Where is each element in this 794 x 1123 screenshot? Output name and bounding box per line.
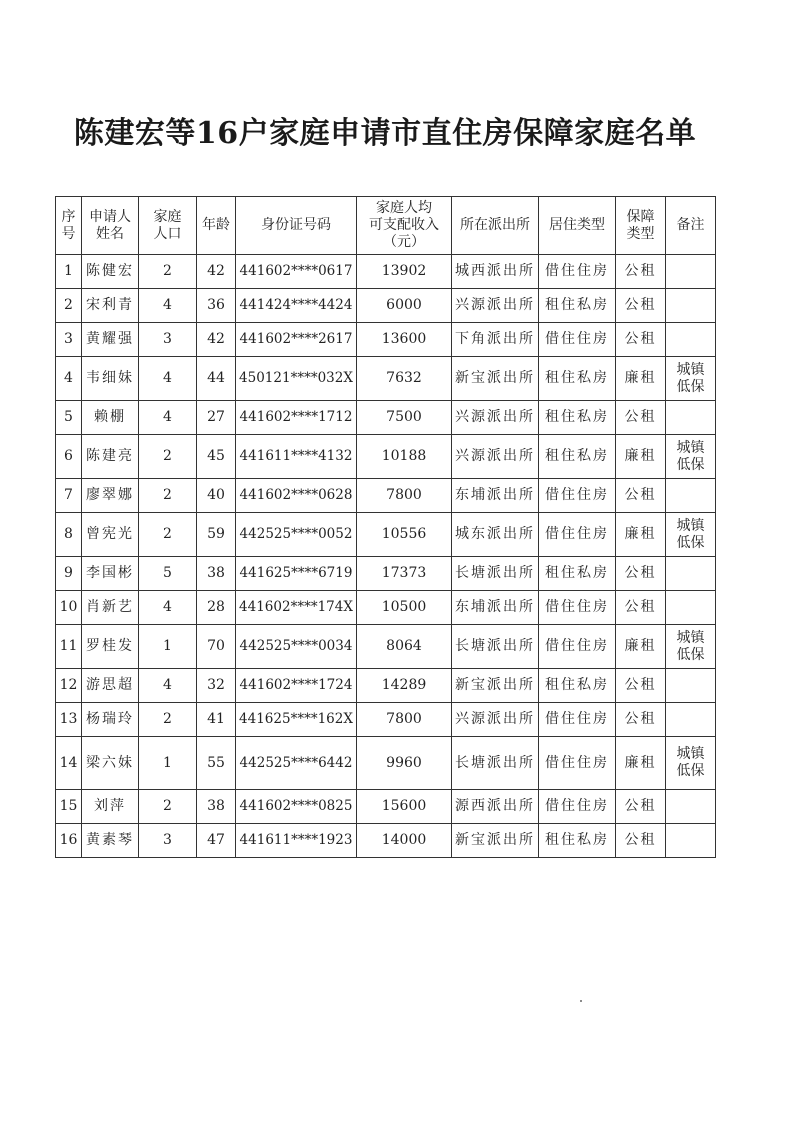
cell-income: 7632 — [357, 357, 452, 401]
cell-note — [666, 289, 716, 323]
table-row — [56, 703, 716, 737]
table-row — [56, 737, 716, 790]
cell-house: 借住住房 — [539, 703, 616, 737]
cell-house: 租住私房 — [539, 357, 616, 401]
cell-name: 肖新艺 — [82, 591, 139, 625]
cell-id: 441602****1712 — [236, 401, 357, 435]
cell-house: 租住私房 — [539, 557, 616, 591]
cell-age: 41 — [197, 703, 236, 737]
cell-house: 租住私房 — [539, 289, 616, 323]
cell-id: 441602****1724 — [236, 669, 357, 703]
cell-pop: 2 — [139, 703, 197, 737]
cell-no: 9 — [56, 557, 82, 591]
table-row — [56, 323, 716, 357]
cell-station: 新宝派出所 — [452, 357, 539, 401]
table-row — [56, 790, 716, 824]
cell-house: 借住住房 — [539, 323, 616, 357]
cell-age: 32 — [197, 669, 236, 703]
cell-type: 廉租 — [616, 625, 666, 669]
cell-name: 曾宪光 — [82, 513, 139, 557]
cell-income: 15600 — [357, 790, 452, 824]
applicant-table — [55, 196, 716, 858]
cell-pop: 4 — [139, 401, 197, 435]
cell-no: 8 — [56, 513, 82, 557]
table-row — [56, 435, 716, 479]
cell-station: 新宝派出所 — [452, 824, 539, 858]
cell-pop: 4 — [139, 591, 197, 625]
cell-income: 6000 — [357, 289, 452, 323]
cell-pop: 1 — [139, 625, 197, 669]
table-row — [56, 289, 716, 323]
cell-name: 黄耀强 — [82, 323, 139, 357]
cell-no: 2 — [56, 289, 82, 323]
cell-income: 7500 — [357, 401, 452, 435]
cell-type: 公租 — [616, 669, 666, 703]
cell-name: 黄素琴 — [82, 824, 139, 858]
cell-id: 442525****6442 — [236, 737, 357, 790]
table-row — [56, 557, 716, 591]
cell-station: 城东派出所 — [452, 513, 539, 557]
table-row — [56, 401, 716, 435]
cell-house: 借住住房 — [539, 737, 616, 790]
cell-pop: 2 — [139, 790, 197, 824]
scan-speck — [580, 1000, 582, 1002]
cell-note — [666, 824, 716, 858]
cell-type: 公租 — [616, 557, 666, 591]
cell-id: 441602****0628 — [236, 479, 357, 513]
cell-station: 兴源派出所 — [452, 703, 539, 737]
cell-age: 36 — [197, 289, 236, 323]
cell-name: 宋利青 — [82, 289, 139, 323]
cell-no: 11 — [56, 625, 82, 669]
cell-house: 借住住房 — [539, 790, 616, 824]
cell-note: 城镇 低保 — [666, 357, 716, 401]
table-row — [56, 255, 716, 289]
cell-income: 17373 — [357, 557, 452, 591]
cell-name: 赖棚 — [82, 401, 139, 435]
table-row — [56, 824, 716, 858]
cell-station: 东埔派出所 — [452, 591, 539, 625]
cell-note — [666, 479, 716, 513]
cell-note: 城镇 低保 — [666, 625, 716, 669]
cell-station: 兴源派出所 — [452, 401, 539, 435]
cell-name: 杨瑞玲 — [82, 703, 139, 737]
cell-house: 借住住房 — [539, 255, 616, 289]
cell-id: 441611****4132 — [236, 435, 357, 479]
cell-income: 7800 — [357, 703, 452, 737]
cell-age: 55 — [197, 737, 236, 790]
cell-type: 公租 — [616, 790, 666, 824]
cell-income: 9960 — [357, 737, 452, 790]
cell-type: 公租 — [616, 479, 666, 513]
cell-station: 长塘派出所 — [452, 737, 539, 790]
cell-type: 公租 — [616, 289, 666, 323]
cell-no: 13 — [56, 703, 82, 737]
cell-no: 15 — [56, 790, 82, 824]
cell-note — [666, 323, 716, 357]
cell-income: 13600 — [357, 323, 452, 357]
cell-type: 廉租 — [616, 435, 666, 479]
cell-house: 借住住房 — [539, 591, 616, 625]
cell-pop: 3 — [139, 824, 197, 858]
cell-station: 东埔派出所 — [452, 479, 539, 513]
cell-station: 长塘派出所 — [452, 625, 539, 669]
cell-age: 28 — [197, 591, 236, 625]
cell-no: 6 — [56, 435, 82, 479]
cell-no: 1 — [56, 255, 82, 289]
cell-name: 李国彬 — [82, 557, 139, 591]
cell-name: 刘萍 — [82, 790, 139, 824]
cell-type: 廉租 — [616, 357, 666, 401]
cell-note — [666, 703, 716, 737]
cell-station: 长塘派出所 — [452, 557, 539, 591]
table-row — [56, 669, 716, 703]
table-row — [56, 513, 716, 557]
cell-type: 公租 — [616, 824, 666, 858]
cell-type: 公租 — [616, 401, 666, 435]
cell-id: 442525****0034 — [236, 625, 357, 669]
cell-type: 公租 — [616, 591, 666, 625]
cell-no: 12 — [56, 669, 82, 703]
cell-pop: 2 — [139, 255, 197, 289]
cell-note — [666, 557, 716, 591]
header-col-housing-type: 居住类型 — [539, 197, 616, 255]
cell-age: 38 — [197, 790, 236, 824]
cell-no: 5 — [56, 401, 82, 435]
cell-name: 陈建亮 — [82, 435, 139, 479]
cell-income: 7800 — [357, 479, 452, 513]
cell-pop: 4 — [139, 669, 197, 703]
header-col-name: 申请人 姓名 — [82, 197, 139, 255]
cell-type: 公租 — [616, 323, 666, 357]
cell-id: 441625****162X — [236, 703, 357, 737]
cell-age: 59 — [197, 513, 236, 557]
cell-pop: 2 — [139, 513, 197, 557]
cell-note: 城镇 低保 — [666, 513, 716, 557]
document-title: 陈建宏等16户家庭申请市直住房保障家庭名单 — [73, 116, 697, 151]
cell-station: 源西派出所 — [452, 790, 539, 824]
cell-income: 14289 — [357, 669, 452, 703]
cell-pop: 1 — [139, 737, 197, 790]
cell-name: 游思超 — [82, 669, 139, 703]
cell-pop: 4 — [139, 357, 197, 401]
table-row — [56, 479, 716, 513]
cell-station: 兴源派出所 — [452, 289, 539, 323]
cell-id: 442525****0052 — [236, 513, 357, 557]
cell-age: 40 — [197, 479, 236, 513]
cell-pop: 2 — [139, 435, 197, 479]
cell-pop: 2 — [139, 479, 197, 513]
cell-house: 借住住房 — [539, 513, 616, 557]
cell-station: 城西派出所 — [452, 255, 539, 289]
cell-name: 韦细妹 — [82, 357, 139, 401]
cell-note — [666, 790, 716, 824]
cell-type: 廉租 — [616, 737, 666, 790]
cell-income: 10188 — [357, 435, 452, 479]
cell-note — [666, 669, 716, 703]
cell-income: 13902 — [357, 255, 452, 289]
cell-station: 下角派出所 — [452, 323, 539, 357]
cell-type: 廉租 — [616, 513, 666, 557]
cell-pop: 4 — [139, 289, 197, 323]
cell-house: 租住私房 — [539, 401, 616, 435]
cell-no: 4 — [56, 357, 82, 401]
cell-age: 42 — [197, 323, 236, 357]
header-col-id-number: 身份证号码 — [236, 197, 357, 255]
cell-name: 梁六妹 — [82, 737, 139, 790]
cell-income: 10500 — [357, 591, 452, 625]
cell-id: 441625****6719 — [236, 557, 357, 591]
cell-id: 441602****0617 — [236, 255, 357, 289]
cell-id: 441602****2617 — [236, 323, 357, 357]
cell-age: 38 — [197, 557, 236, 591]
header-col-age: 年龄 — [197, 197, 236, 255]
cell-name: 陈健宏 — [82, 255, 139, 289]
cell-no: 16 — [56, 824, 82, 858]
cell-note — [666, 255, 716, 289]
cell-type: 公租 — [616, 703, 666, 737]
header-col-income: 家庭人均 可支配收入 （元） — [357, 197, 452, 255]
cell-income: 8064 — [357, 625, 452, 669]
cell-station: 兴源派出所 — [452, 435, 539, 479]
header-col-population: 家庭 人口 — [139, 197, 197, 255]
table-row — [56, 357, 716, 401]
cell-house: 借住住房 — [539, 479, 616, 513]
cell-income: 14000 — [357, 824, 452, 858]
cell-house: 租住私房 — [539, 824, 616, 858]
header-col-support-type: 保障 类型 — [616, 197, 666, 255]
cell-age: 47 — [197, 824, 236, 858]
cell-age: 42 — [197, 255, 236, 289]
cell-no: 10 — [56, 591, 82, 625]
cell-house: 借住住房 — [539, 625, 616, 669]
table-row — [56, 591, 716, 625]
cell-income: 10556 — [357, 513, 452, 557]
table-header-row — [56, 197, 716, 255]
cell-age: 44 — [197, 357, 236, 401]
cell-house: 租住私房 — [539, 435, 616, 479]
cell-pop: 5 — [139, 557, 197, 591]
cell-no: 3 — [56, 323, 82, 357]
cell-age: 27 — [197, 401, 236, 435]
cell-pop: 3 — [139, 323, 197, 357]
cell-age: 70 — [197, 625, 236, 669]
header-col-remarks: 备注 — [666, 197, 716, 255]
cell-name: 罗桂发 — [82, 625, 139, 669]
cell-note: 城镇 低保 — [666, 435, 716, 479]
header-col-no: 序 号 — [56, 197, 82, 255]
cell-age: 45 — [197, 435, 236, 479]
cell-type: 公租 — [616, 255, 666, 289]
cell-id: 441602****0825 — [236, 790, 357, 824]
cell-house: 租住私房 — [539, 669, 616, 703]
header-col-police-station: 所在派出所 — [452, 197, 539, 255]
cell-no: 14 — [56, 737, 82, 790]
cell-no: 7 — [56, 479, 82, 513]
table-row — [56, 625, 716, 669]
cell-id: 441424****4424 — [236, 289, 357, 323]
cell-station: 新宝派出所 — [452, 669, 539, 703]
cell-note — [666, 401, 716, 435]
cell-id: 441602****174X — [236, 591, 357, 625]
cell-id: 441611****1923 — [236, 824, 357, 858]
cell-name: 廖翠娜 — [82, 479, 139, 513]
cell-note — [666, 591, 716, 625]
cell-note: 城镇 低保 — [666, 737, 716, 790]
cell-id: 450121****032X — [236, 357, 357, 401]
